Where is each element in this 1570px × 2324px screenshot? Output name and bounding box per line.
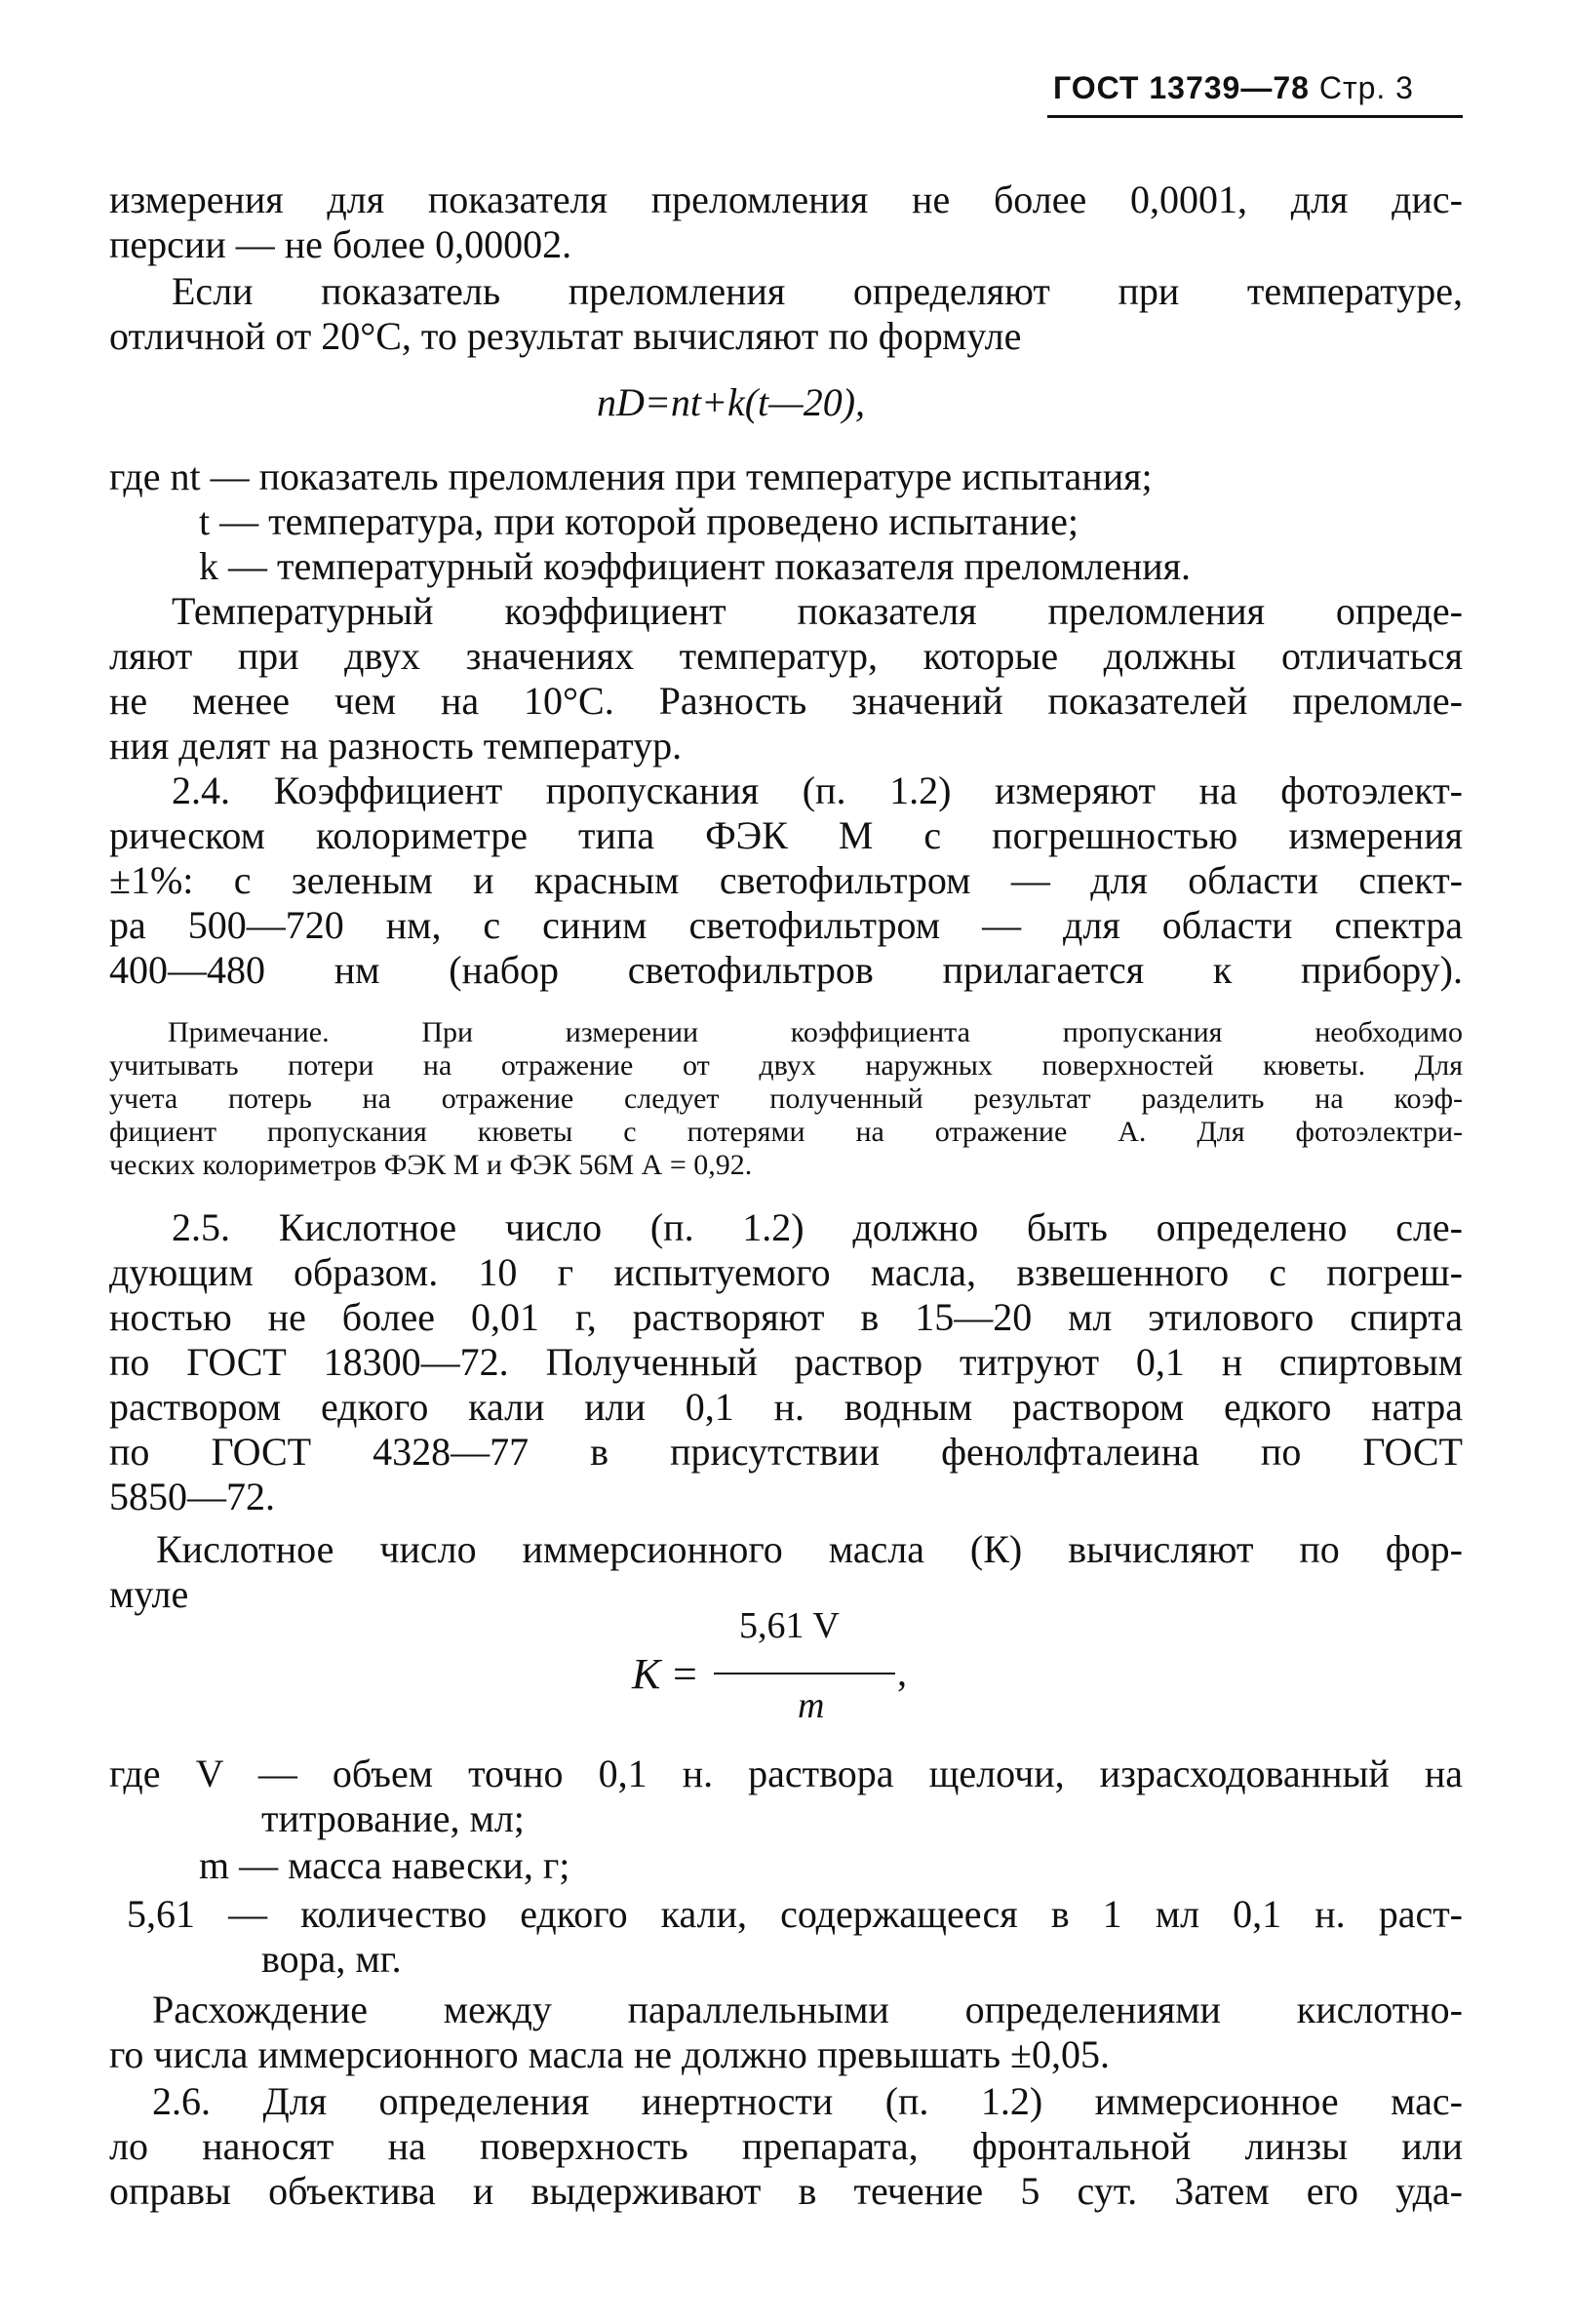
formula-denominator: m [798,1685,825,1726]
text-line: отличной от 20°С, то результат вычисляют по формуле [109,314,1022,358]
header-rule [1047,115,1463,118]
text-line: Температурный коэффициент показателя преломления опреде- [172,589,1463,633]
text-line: где nt — показатель преломления при температуре испытания; [109,454,1153,498]
note-line: учета потерь на отражение следует полученный результат разделить на коэф- [109,1083,1463,1115]
text-line: ния делят на разность температур. [109,724,683,768]
header-page-number: Стр. 3 [1318,70,1414,105]
text-line: оправы объектива и выдерживают в течение 5 сут. Затем его уда- [109,2169,1463,2213]
text-line: муле [109,1572,189,1616]
text-line: 400—480 нм (набор светофильтров прилагается к прибору). [109,948,1463,992]
formula-lhs: К [632,1650,661,1698]
formula-numerator: 5,61 V [739,1605,840,1646]
text-line: Если показатель преломления определяют при температуре, [172,269,1463,313]
text-line: титрование, мл; [261,1796,525,1840]
text-line: Расхождение между параллельными определениями кислотно- [152,1988,1463,2031]
text-line: по ГОСТ 4328—77 в присутствии фенолфталеина по ГОСТ [109,1430,1463,1474]
text-line: вора, мг. [261,1937,402,1981]
text-line: ра 500—720 нм, с синим светофильтром — для области спектра [109,903,1463,947]
text-line: где V — объем точно 0,1 н. раствора щелочи, израсходованный на [109,1752,1463,1795]
text-line: персии — не более 0,00002. [109,222,572,266]
formula-comma: , [897,1650,907,1694]
running-header [1053,70,1414,106]
text-line: 5,61 — количество едкого кали, содержащееся в 1 мл 0,1 н. раст- [127,1892,1463,1936]
formula-equals: = [673,1650,697,1698]
text-line: m — масса навески, г; [199,1843,570,1887]
note-line: ческих колориметров ФЭК М и ФЭК 56М А = 0,92. [109,1149,753,1181]
note-line: Примечание. При измерении коэффициента пропускания необходимо [168,1016,1463,1048]
text-line: 2.6. Для определения инертности (п. 1.2) иммерсионное мас- [152,2079,1463,2123]
text-line: ±1%: с зеленым и красным светофильтром — для области спект- [109,858,1463,902]
text-line: по ГОСТ 18300—72. Полученный раствор титруют 0,1 н спиртовым [109,1340,1463,1384]
note-line: фициент пропускания кюветы с потерями на отражение А. Для фотоэлектри- [109,1116,1463,1148]
text-line: ностью не более 0,01 г, растворяют в 15—20 мл этилового спирта [109,1295,1463,1339]
text-line: k — температурный коэффициент показателя преломления. [199,544,1192,588]
text-line: t — температура, при которой проведено испытание; [199,499,1079,543]
text-line: не менее чем на 10°С. Разность значений показателей преломле- [109,679,1463,723]
text-line: 2.4. Коэффициент пропускания (п. 1.2) измеряют на фотоэлект- [172,768,1463,812]
text-line: дующим образом. 10 г испытуемого масла, взвешенного с погреш- [109,1250,1463,1294]
text-line: ляют при двух значениях температур, которые должны отличаться [109,634,1463,678]
text-line: рическом колориметре типа ФЭК М с погрешностью измерения [109,813,1463,857]
text-line: 5850—72. [109,1475,275,1518]
text-line: измерения для показателя преломления не более 0,0001, для дис- [109,177,1463,221]
formula-acid-number [632,1604,934,1741]
text-line: го числа иммерсионного масла не должно превышать ±0,05. [109,2032,1110,2076]
note-line: учитывать потери на отражение от двух наружных поверхностей кюветы. Для [109,1049,1463,1082]
header-doc-number: ГОСТ 13739—78 [1053,70,1310,105]
text-line: Кислотное число иммерсионного масла (К) вычисляют по фор- [156,1527,1463,1571]
text-line: 2.5. Кислотное число (п. 1.2) должно быть определено сле- [172,1205,1463,1249]
text-line: ло наносят на поверхность препарата, фронтальной линзы или [109,2124,1463,2168]
formula-refraction: nD=nt+k(t—20), [597,380,866,424]
fraction-bar [714,1673,895,1674]
text-line: раствором едкого кали или 0,1 н. водным раствором едкого натра [109,1385,1463,1429]
